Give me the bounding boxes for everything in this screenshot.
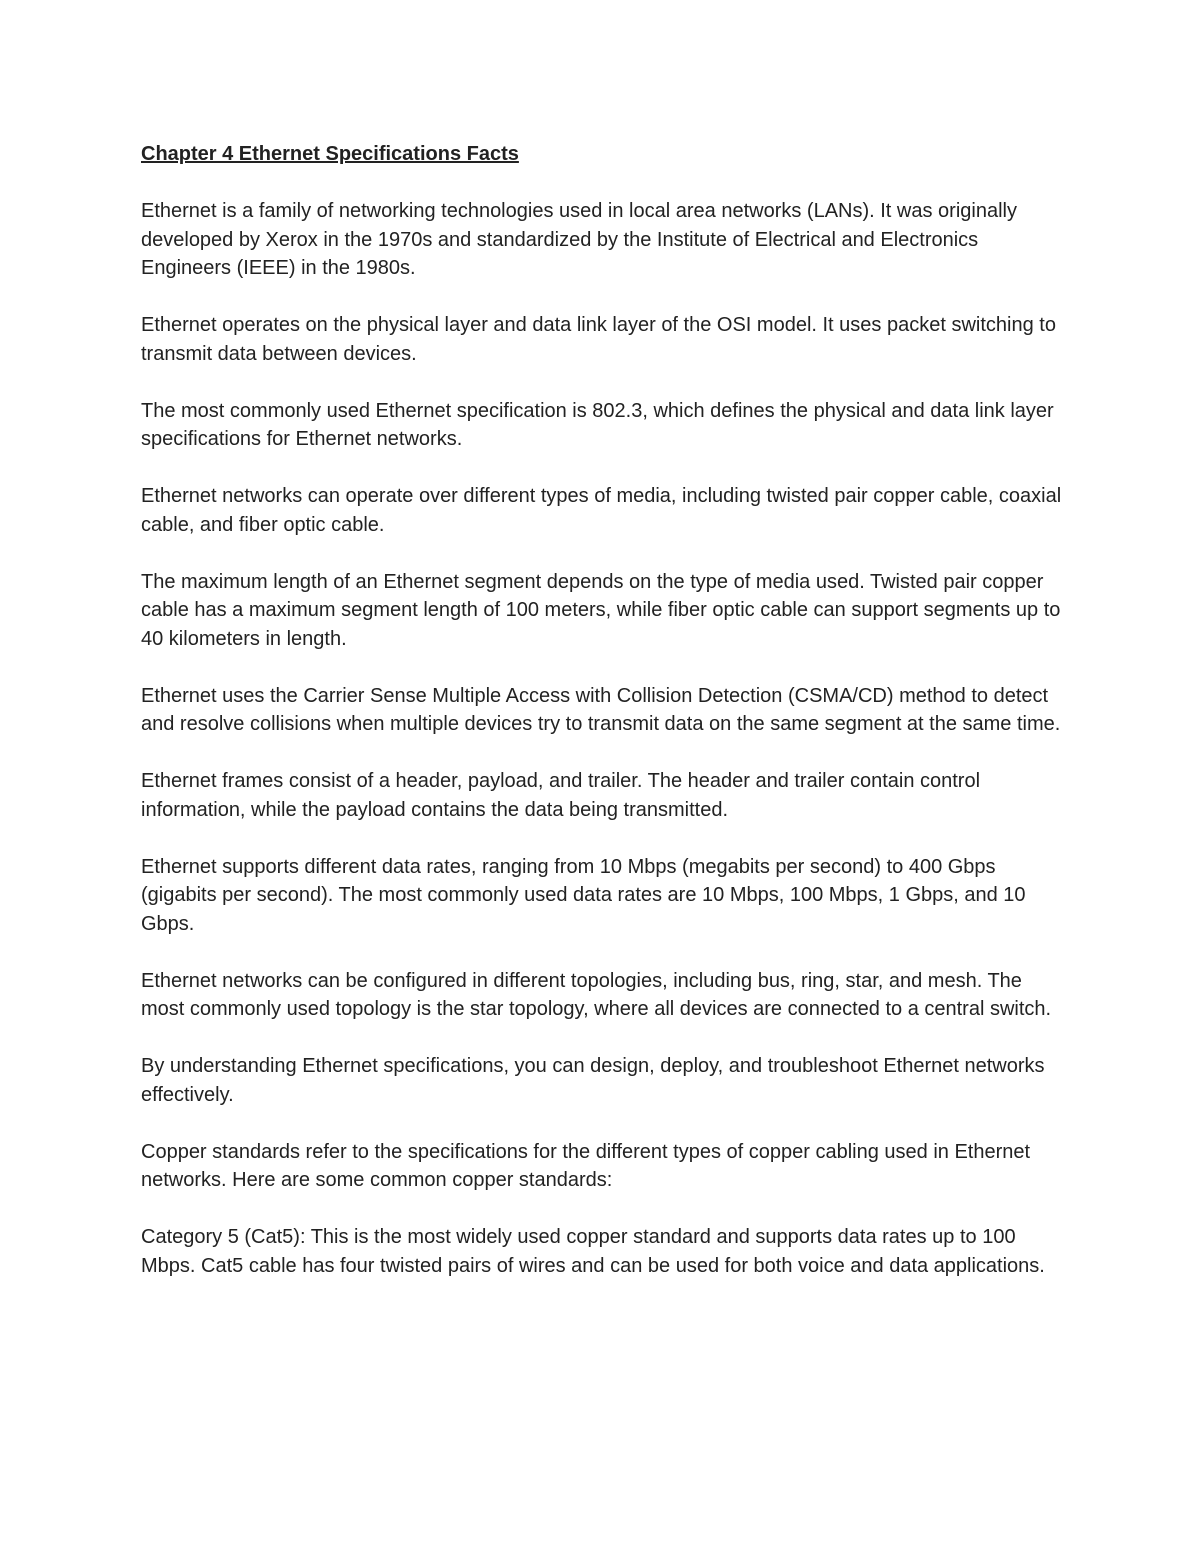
paragraph-data-rates: Ethernet supports different data rates, ranging from 10 Mbps (megabits per second) to 400 Gbps (gigabits per second). The most commonly used data rates are 10 Mbps, 100 Mbps, 1 Gbps, and 10 Gbps.: [141, 855, 1026, 935]
paragraph-frames: Ethernet frames consist of a header, payload, and trailer. The header and trailer contain control information, while the payload contains the data being transmitted.: [141, 770, 981, 821]
paragraph-topologies: Ethernet networks can be configured in different topologies, including bus, ring, star, and mesh. The most commonly used topology is the star topology, where all devices are connected to a central switch.: [141, 969, 1052, 1020]
paragraph-osi-layers: Ethernet operates on the physical layer and data link layer of the OSI model. It uses packet switching to transmit data between devices.: [141, 314, 1056, 365]
paragraph-segment-length: The maximum length of an Ethernet segment depends on the type of media used. Twisted pair copper cable has a maximum segment length of 100 meters, while fiber optic cable can support segments up to 40 kilometers in length.: [141, 570, 1061, 650]
paragraph-cat5: Category 5 (Cat5): This is the most widely used copper standard and supports data rates up to 100 Mbps. Cat5 cable has four twisted pairs of wires and can be used for both voice and data applications.: [141, 1226, 1045, 1277]
paragraph-summary: By understanding Ethernet specifications, you can design, deploy, and troubleshoot Ethernet networks effectively.: [141, 1055, 1045, 1106]
paragraph-ethernet-overview: Ethernet is a family of networking technologies used in local area networks (LANs). It was originally developed by Xerox in the 1970s and standardized by the Institute of Electrical and Electronics Engineers (IEEE) in the 1980s.: [141, 200, 1017, 279]
paragraph-copper-standards: Copper standards refer to the specifications for the different types of copper cabling used in Ethernet networks. Here are some common copper standards:: [141, 1140, 1031, 1191]
paragraph-media-types: Ethernet networks can operate over different types of media, including twisted pair copper cable, coaxial cable, and fiber optic cable.: [141, 485, 1062, 536]
document-page: [141, 140, 1066, 1309]
document-title: Chapter 4 Ethernet Specifications Facts: [141, 143, 519, 165]
paragraph-802-3: The most commonly used Ethernet specification is 802.3, which defines the physical and data link layer specifications for Ethernet networks.: [141, 399, 1054, 450]
paragraph-csma-cd: Ethernet uses the Carrier Sense Multiple Access with Collision Detection (CSMA/CD) method to detect and resolve collisions when multiple devices try to transmit data on the same segment at the same time.: [141, 684, 1061, 735]
